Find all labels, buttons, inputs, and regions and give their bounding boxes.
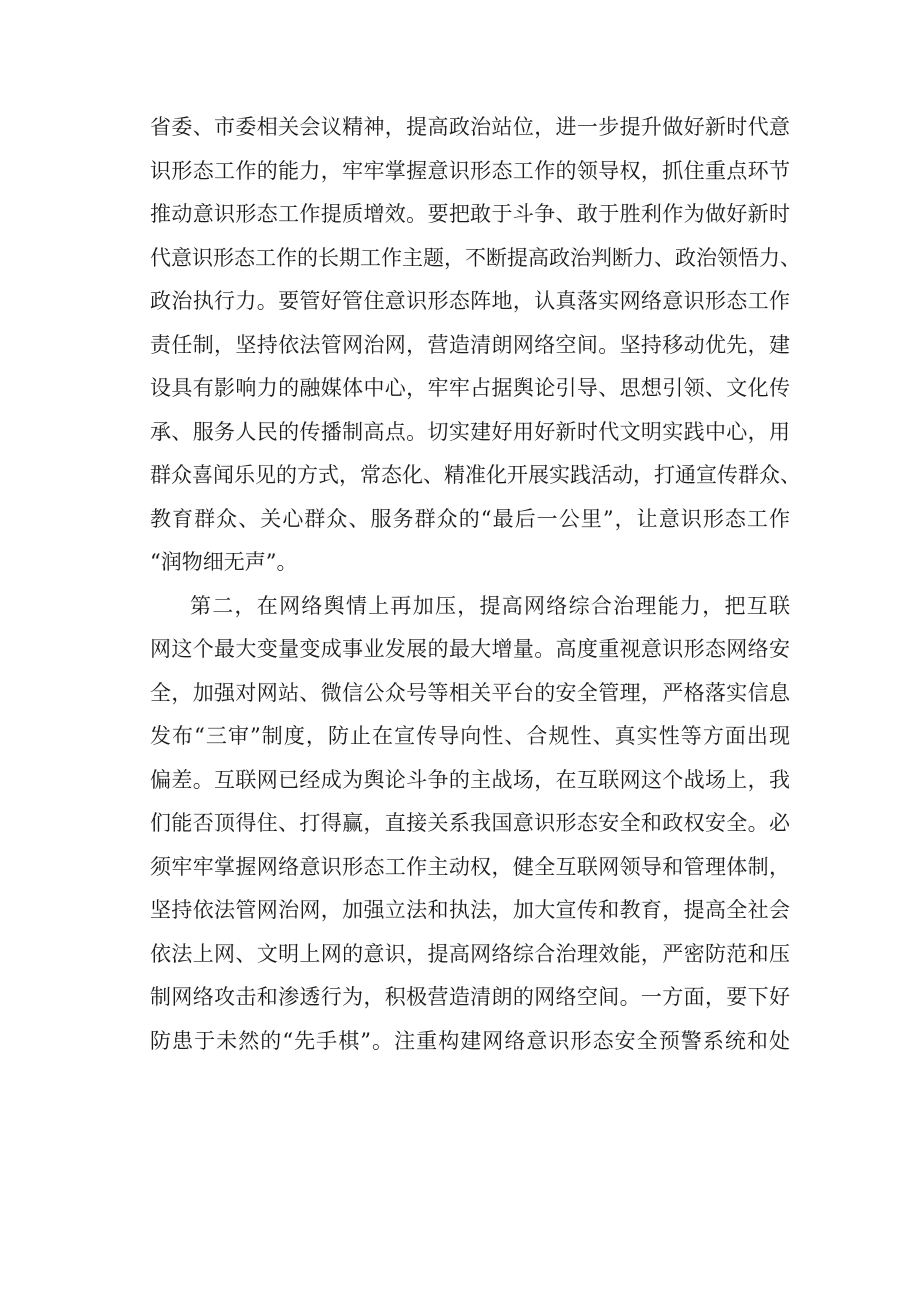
text-line: 设具有影响力的融媒体中心，牢牢占据舆论引导、思想引领、文化传 xyxy=(150,376,790,400)
text-line: 群众喜闻乐见的方式，常态化、精准化开展实践活动，打通宣传群众、 xyxy=(150,463,801,487)
text-line: 教育群众、关心群众、服务群众的“最后一公里”，让意识形态工作 xyxy=(150,506,790,531)
text-line: 省委、市委相关会议精神，提高政治站位，进一步提升做好新时代意 xyxy=(150,115,790,139)
text-line: 偏差。互联网已经成为舆论斗争的主战场，在互联网这个战场上，我 xyxy=(150,767,790,792)
text-line: “润物细无声”。 xyxy=(150,550,298,574)
text-line: 承、服务人民的传播制高点。切实建好用好新时代文明实践中心，用 xyxy=(150,419,790,444)
text-line: 坚持依法管网治网，加强立法和执法，加大宣传和教育，提高全社会 xyxy=(150,898,790,922)
text-line: 识形态工作的能力，牢牢掌握意识形态工作的领导权，抓住重点环节 xyxy=(150,158,790,183)
text-line: 第二，在网络舆情上再加压，提高网络综合治理能力，把互联 xyxy=(190,593,790,618)
document-body xyxy=(150,106,801,1063)
text-line: 全，加强对网站、微信公众号等相关平台的安全管理，严格落实信息 xyxy=(150,680,790,705)
paragraph-1 xyxy=(150,106,801,585)
text-line: 责任制，坚持依法管网治网，营造清朗网络空间。坚持移动优先，建 xyxy=(150,332,790,357)
text-line: 推动意识形态工作提质增效。要把敢于斗争、敢于胜利作为做好新时 xyxy=(150,202,790,226)
text-line: 发布“三审”制度，防止在宣传导向性、合规性、真实性等方面出现 xyxy=(150,724,790,748)
text-line: 须牢牢掌握网络意识形态工作主动权，健全互联网领导和管理体制， xyxy=(150,854,790,879)
text-line: 制网络攻击和渗透行为，积极营造清朗的网络空间。一方面，要下好 xyxy=(150,985,790,1009)
text-line: 政治执行力。要管好管住意识形态阵地，认真落实网络意识形态工作 xyxy=(150,289,790,313)
text-line: 代意识形态工作的长期工作主题，不断提高政治判断力、政治领悟力、 xyxy=(150,245,801,270)
text-line: 网这个最大变量变成事业发展的最大增量。高度重视意识形态网络安 xyxy=(150,637,790,661)
paragraph-2 xyxy=(150,585,790,1064)
text-line: 们能否顶得住、打得赢，直接关系我国意识形态安全和政权安全。必 xyxy=(150,811,790,835)
text-line: 依法上网、文明上网的意识，提高网络综合治理效能，严密防范和压 xyxy=(150,941,790,966)
text-line: 防患于未然的“先手棋”。注重构建网络意识形态安全预警系统和处 xyxy=(150,1028,790,1053)
